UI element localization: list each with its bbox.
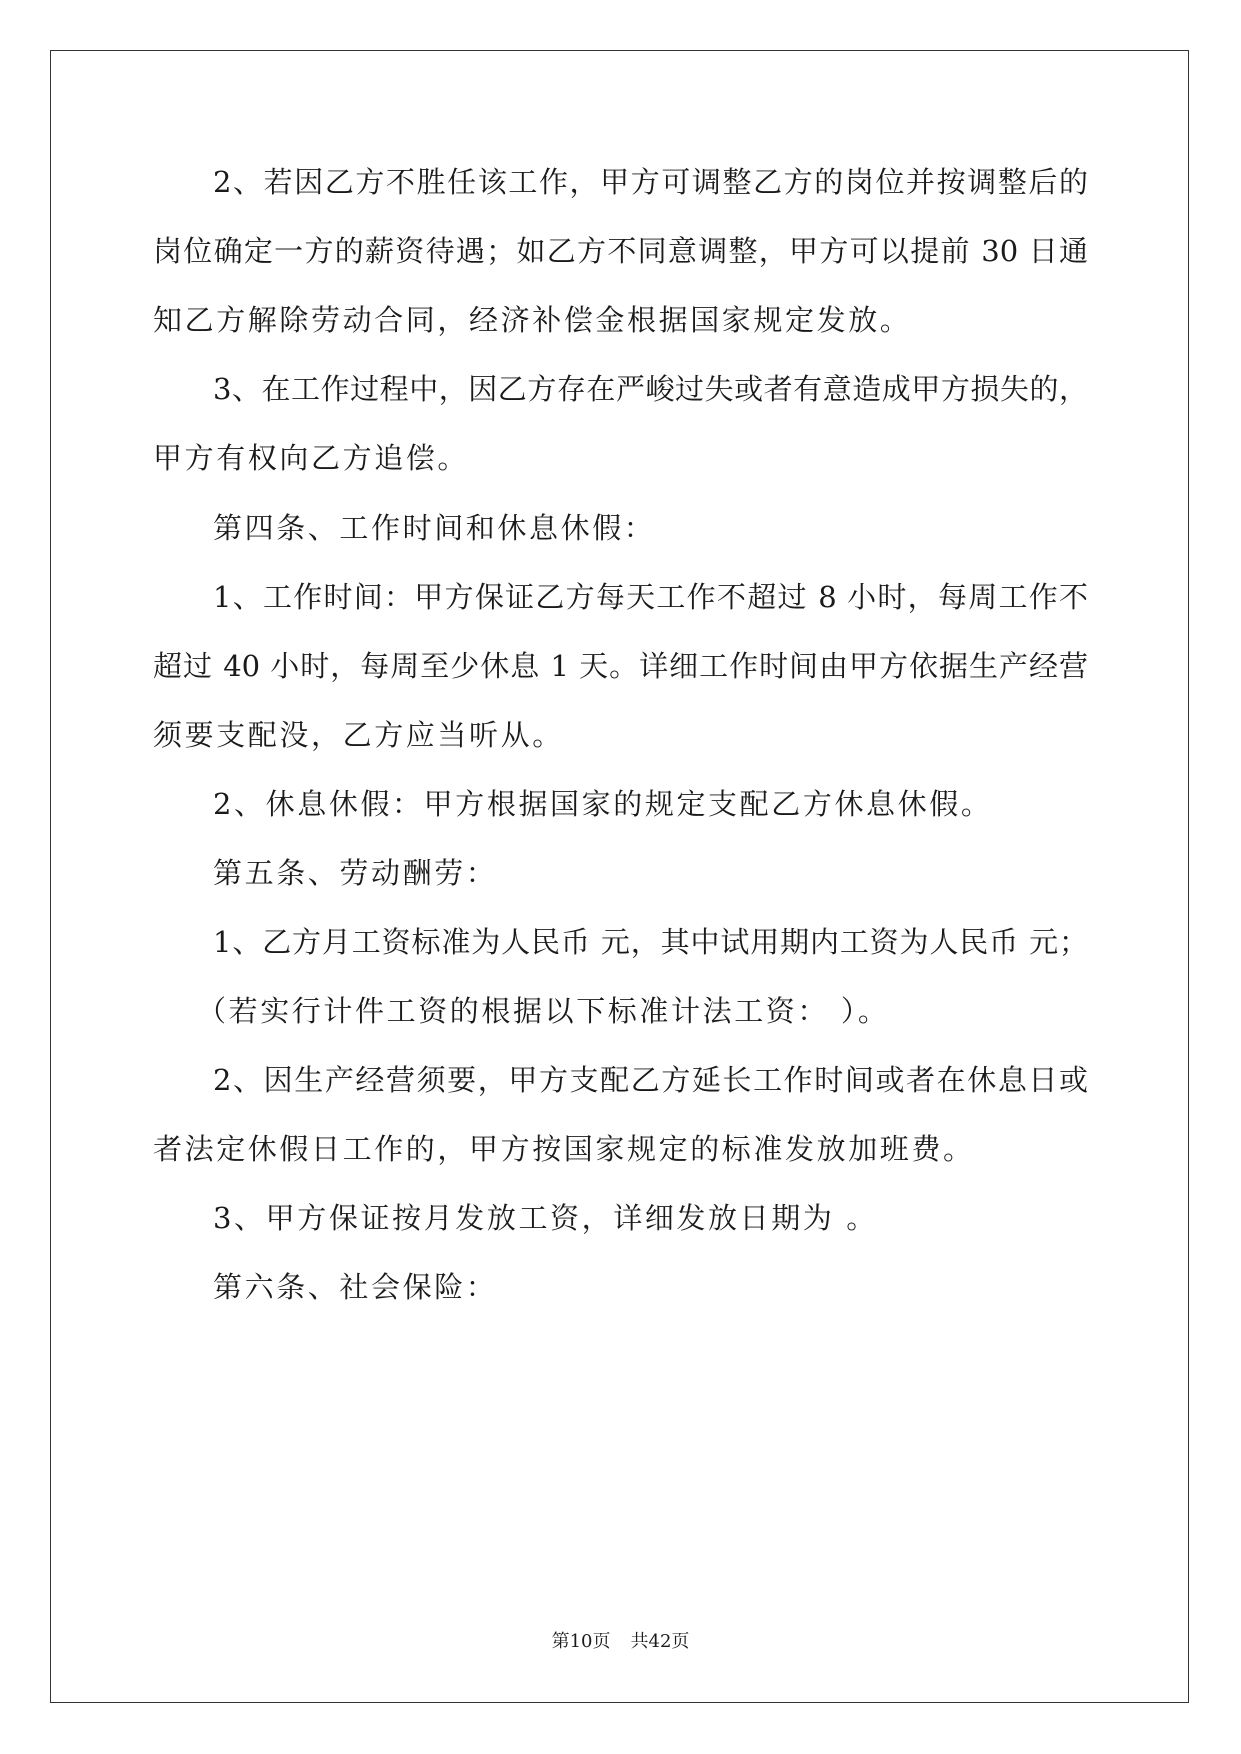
total-pages-label: 共42页 [630, 1631, 690, 1652]
section-heading: 第六条、社会保险： [213, 1270, 498, 1304]
text-line: 知乙方解除劳动合同，经济补偿金根据国家规定发放。 [153, 303, 912, 337]
text-line: 3、在工作过程中，因乙方存在严峻过失或者有意造成甲方损失的， [213, 372, 1088, 406]
text-line: 2、因生产经营须要，甲方支配乙方延长工作时间或者在休息日或 [213, 1063, 1088, 1097]
text-line: 1、工作时间：甲方保证乙方每天工作不超过 8 小时，每周工作不 [213, 580, 1088, 614]
text-line: 3、甲方保证按月发放工资，详细发放日期为 。 [213, 1201, 878, 1235]
page-footer [0, 1630, 1241, 1654]
section-heading: 第四条、工作时间和休息休假： [213, 511, 656, 545]
section-heading: 第五条、劳动酬劳： [213, 856, 498, 890]
text-line: 须要支配没，乙方应当听从。 [153, 718, 564, 752]
text-line: （若实行计件工资的根据以下标准计法工资： ）。 [197, 994, 890, 1028]
text-line: 者法定休假日工作的，甲方按国家规定的标准发放加班费。 [153, 1132, 975, 1166]
text-line: 超过 40 小时，每周至少休息 1 天。详细工作时间由甲方依据生产经营 [153, 649, 1088, 683]
text-line: 2、休息休假：甲方根据国家的规定支配乙方休息休假。 [213, 787, 993, 821]
text-line: 2、若因乙方不胜任该工作，甲方可调整乙方的岗位并按调整后的 [213, 165, 1088, 199]
current-page-label: 第10页 [551, 1631, 611, 1652]
text-line: 甲方有权向乙方追偿。 [153, 441, 470, 475]
text-line: 1、乙方月工资标准为人民币 元，其中试用期内工资为人民币 元； [213, 925, 1088, 959]
text-line: 岗位确定一方的薪资待遇；如乙方不同意调整，甲方可以提前 30 日通 [153, 234, 1088, 268]
